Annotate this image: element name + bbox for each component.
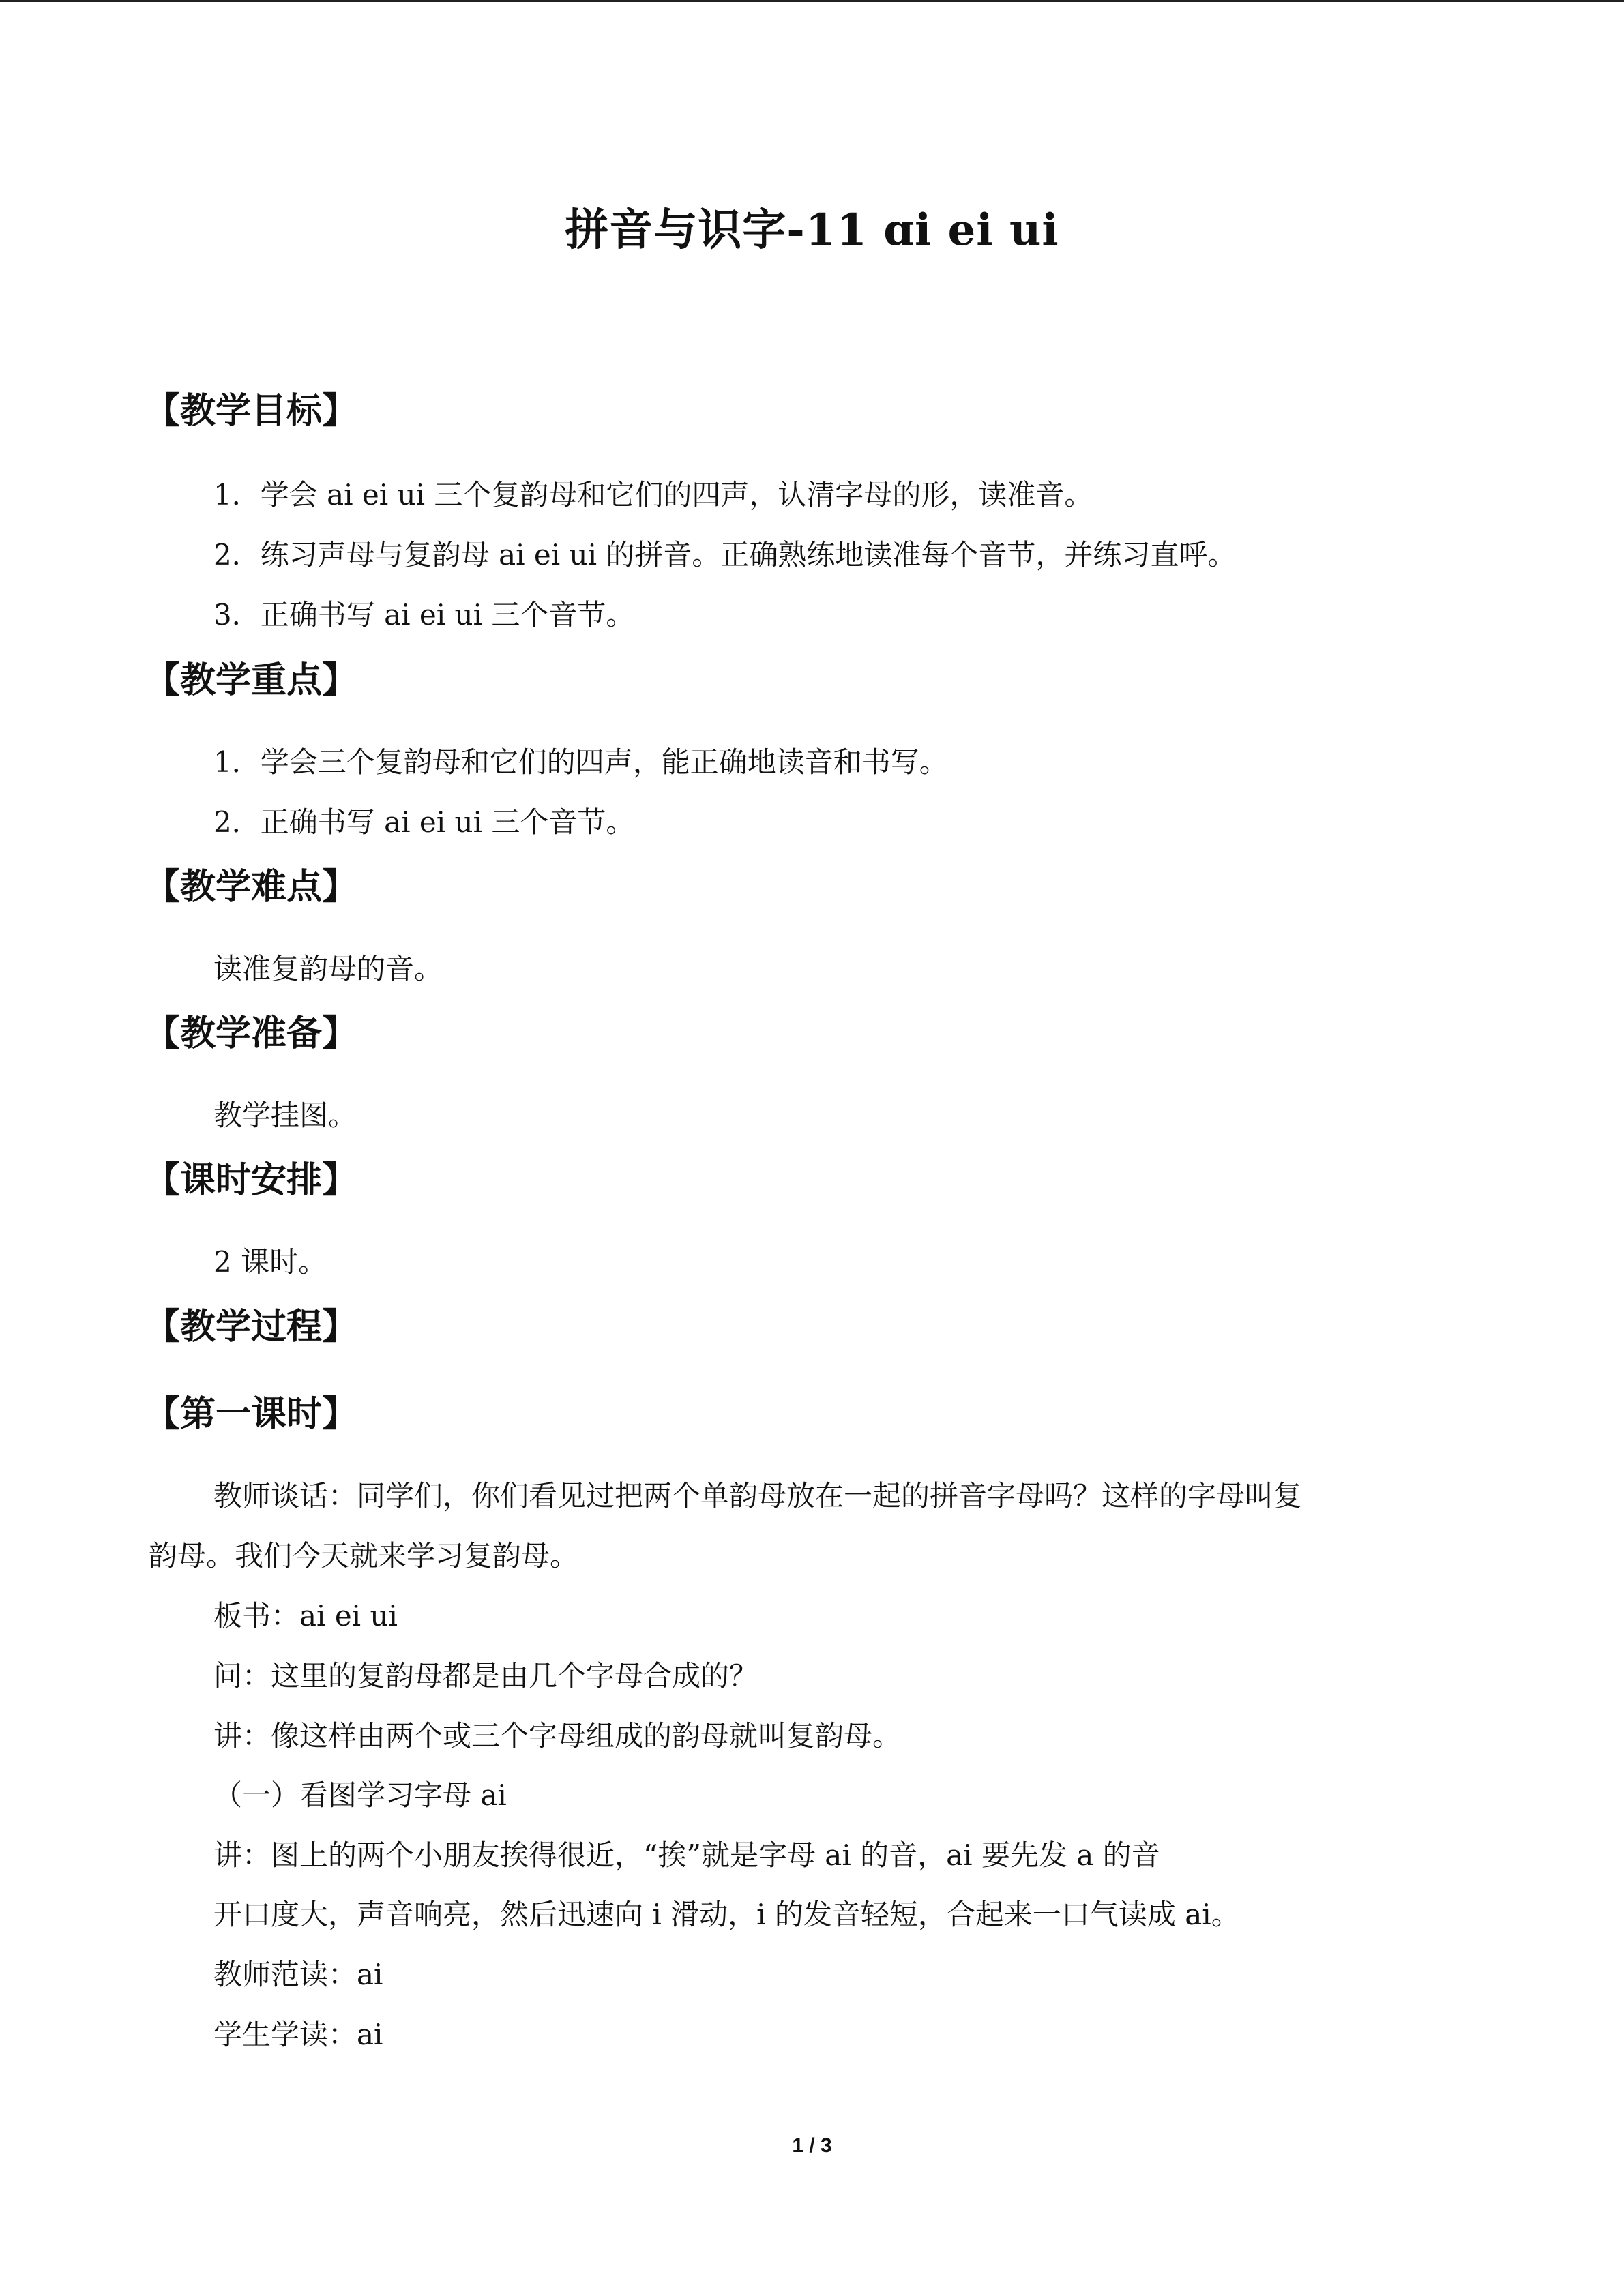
key-point-item-1: 1．学会三个复韵母和它们的四声，能正确地读音和书写。	[213, 745, 948, 779]
key-point-item-2: 2．正确书写 ai ei ui 三个音节。	[213, 805, 635, 839]
schedule-item-1: 2 课时。	[213, 1245, 327, 1279]
heading-schedule: 【课时安排】	[145, 1160, 358, 1201]
heading-lesson-one: 【第一课时】	[145, 1394, 358, 1435]
lesson-question: 问：这里的复韵母都是由几个字母合成的？	[213, 1659, 758, 1693]
heading-process: 【教学过程】	[145, 1307, 358, 1347]
page-number: 1 / 3	[792, 2134, 832, 2157]
goal-item-2: 2．练习声母与复韵母 ai ei ui 的拼音。正确熟练地读准每个音节，并练习直呼。	[213, 538, 1237, 571]
lesson-teacher-reading: 教师范读：ai	[213, 1958, 383, 1991]
lesson-subsection-ai: （一）看图学习字母 ai	[213, 1778, 507, 1812]
goal-item-1: 1．学会 ai ei ui 三个复韵母和它们的四声，认清字母的形，读准音。	[213, 478, 1093, 511]
lesson-paragraph-1-continued: 韵母。我们今天就来学习复韵母。	[149, 1539, 579, 1572]
difficulty-item-1: 读准复韵母的音。	[213, 952, 443, 985]
heading-teaching-goals: 【教学目标】	[145, 391, 358, 432]
lesson-ai-explanation-continued: 开口度大，声音响亮，然后迅速向 i 滑动，i 的发音轻短，合起来一口气读成 ai。	[213, 1898, 1240, 1931]
lesson-paragraph-1: 教师谈话：同学们，你们看见过把两个单韵母放在一起的拼音字母吗？这样的字母叫复	[213, 1479, 1303, 1512]
lesson-student-reading: 学生学读：ai	[213, 2018, 383, 2051]
heading-key-points: 【教学重点】	[145, 660, 358, 701]
goal-item-3: 3．正确书写 ai ei ui 三个音节。	[213, 598, 635, 631]
heading-preparation: 【教学准备】	[145, 1013, 358, 1054]
heading-difficulties: 【教学难点】	[145, 867, 358, 908]
lesson-board-writing: 板书：ai ei ui	[213, 1599, 398, 1632]
document-title: 拼音与识字-11 ɑi ei ui	[565, 205, 1059, 256]
lesson-explanation: 讲：像这样由两个或三个字母组成的韵母就叫复韵母。	[213, 1719, 902, 1753]
preparation-item-1: 教学挂图。	[213, 1099, 357, 1132]
lesson-ai-explanation: 讲：图上的两个小朋友挨得很近，“挨”就是字母 ai 的音，ai 要先发 a 的音	[213, 1838, 1160, 1872]
